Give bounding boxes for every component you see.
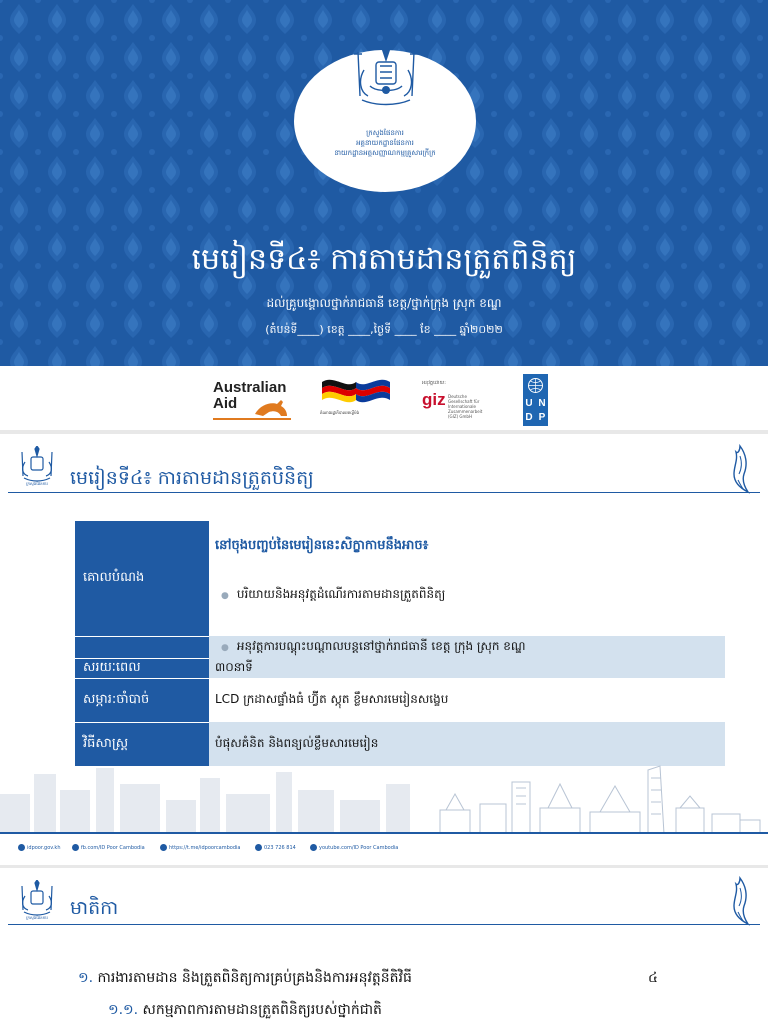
footer-website-text: idpoor.gov.kh [27,844,61,851]
un-globe-icon [527,377,544,394]
decorative-flame-icon [726,444,752,494]
row-label: សរយៈពេល [75,658,209,678]
giz-description: Deutsche Gesellschaft für Internationale Zusammenarbeit (GIZ) GmbH [448,394,483,419]
lesson-title: មេរៀនទី៤៖ ការតាមដានត្រួតបិនិត្យ [70,467,314,489]
german-cambodian-logo [320,376,392,424]
toc-item-1-page: ៤ [648,970,658,986]
footer-facebook-text: fb.com/ID Poor Cambodia [81,844,145,851]
bullet-1 [215,586,725,604]
materials-value: LCD ក្រដាសផ្ទាំងធំ ហ្វ៊ីត ស្កុត ខ្លឹមសារមេរៀនសង្ខេប [209,678,725,722]
city-skyline-illustration [0,764,768,834]
footer-phone-text: 023 726 814 [264,844,296,851]
row-label-empty [75,636,209,658]
table-row-method [75,722,725,766]
undp-letter-p: P [538,412,546,423]
giz-top-label: អនុវត្តដោយ: [422,380,446,386]
lesson-slide [0,434,768,865]
toc-item-2[interactable] [108,1000,382,1021]
undp-letter-n: N [538,398,546,409]
australian-word: Australian [213,379,287,396]
table-row-materials [75,678,725,722]
german-cambodian-caption: តំណាងរដ្ឋាភិបាលអាល្លឺម៉ង់ [320,410,360,415]
footer-facebook[interactable] [72,844,145,851]
phone-icon [255,844,262,851]
lesson-info-table [75,521,725,767]
facebook-icon [72,844,79,851]
footer-youtube[interactable] [310,844,398,851]
toc-item-2-number: ១.១. [108,1002,139,1018]
header-divider [8,492,760,493]
cover-slide [0,0,768,430]
toc-title: មាតិកា [70,897,119,919]
partner-logos [0,366,768,430]
globe-icon [18,844,25,851]
emblem-circle [294,50,476,192]
toc-item-2-text: សកម្មភាពការតាមដានត្រួតពិនិត្យរបស់ថ្នាក់ជាតិ [142,1002,382,1018]
giz-wordmark: giz [422,390,446,409]
duration-value: ៣០នាទី [209,658,725,678]
table-row-duration [75,658,725,678]
aa-underline [213,418,291,420]
objective-heading: នៅចុងបញ្ចប់នៃមេរៀននេះសិក្ខាកាមនឹងអាច៖ [215,538,429,553]
cover-date-line: (តំបន់ទី____) ខេត្ត ____,ថ្ងៃទី ____ ខែ ____ ឆ្នាំ២០២២ [265,323,503,336]
row-label: វិធីសាស្ត្រ [75,722,209,766]
cover-title: មេរៀនទី៤៖ ការតាមដានត្រួតពិនិត្យ [191,242,577,277]
undp-letter-d: D [525,412,533,423]
contact-footer [0,834,768,865]
footer-youtube-text: youtube.com/ID Poor Cambodia [319,844,399,851]
toc-slide [0,868,768,1024]
table-row-bullet2 [75,636,725,658]
bullet-dot-icon: ● [221,591,229,601]
toc-item-1-text: ការងារតាមដាន និងត្រួតពិនិត្យការគ្រប់គ្រងនិងការអនុវត្តនីតិវិធី [97,970,412,986]
flags-ribbon-icon [320,376,392,408]
row-label: គោលបំណង [75,521,209,636]
table-row-objective [75,521,725,636]
header-divider [8,924,760,925]
footer-phone[interactable] [255,844,296,851]
ministry-line-2: អគ្គនាយកដ្ឋានផែនការ [356,139,414,147]
emblem-small-icon [16,446,58,486]
bullet-1-text: បរិយាយនិងអនុវត្តដំណើរការតាមដានត្រួតពិនិត្យ [236,587,446,601]
bullet-dot-icon: ● [221,643,229,653]
method-value: បំផុសគំនិត និងពន្យល់ខ្លឹមសារមេរៀន [209,722,725,766]
undp-letter-u: U [525,398,533,409]
undp-logo [523,374,548,426]
bullet-2-text: អនុវត្តការបណ្តុះបណ្តាលបន្តនៅថ្នាក់រាជធានី ខេត្ត ក្រុង ស្រុក ខណ្ឌ [236,639,526,653]
cover-hero [0,0,768,366]
footer-telegram[interactable] [160,844,240,851]
kangaroo-icon [251,396,291,418]
objective-cell [209,521,725,636]
ministry-line-1: ក្រសួងផែនការ [366,129,404,137]
toc-item-1[interactable] [78,968,412,989]
footer-website[interactable] [18,844,61,851]
australian-aid-logo [213,380,293,420]
footer-telegram-text: https://t.me/idpoorcambodia [169,844,241,851]
svg-text:ក្រសួងផែនការ: ក្រសួងផែនការ [26,915,48,920]
cover-subtitle: ដល់គ្រូបង្គោលថ្នាក់រាជធានី ខេត្ត/ថ្នាក់ក្រុង ស្រុក ខណ្ឌ [266,296,502,310]
toc-item-1-number: ១. [78,970,94,986]
emblem-small-icon [16,880,58,920]
bullet-2 [209,636,725,658]
youtube-icon [310,844,317,851]
decorative-flame-icon [726,876,752,926]
giz-logo [422,380,492,420]
royal-emblem-icon [346,40,426,112]
row-label: សម្ភារ:ចាំបាច់ [75,678,209,722]
svg-text:ក្រសួងផែនការ: ក្រសួងផែនការ [26,481,48,486]
ministry-line-3: នាយកដ្ឋានអត្តសញ្ញាណកម្មគ្រួសារក្រីក្រ [334,149,436,157]
telegram-icon [160,844,167,851]
aid-word: Aid [213,395,238,412]
